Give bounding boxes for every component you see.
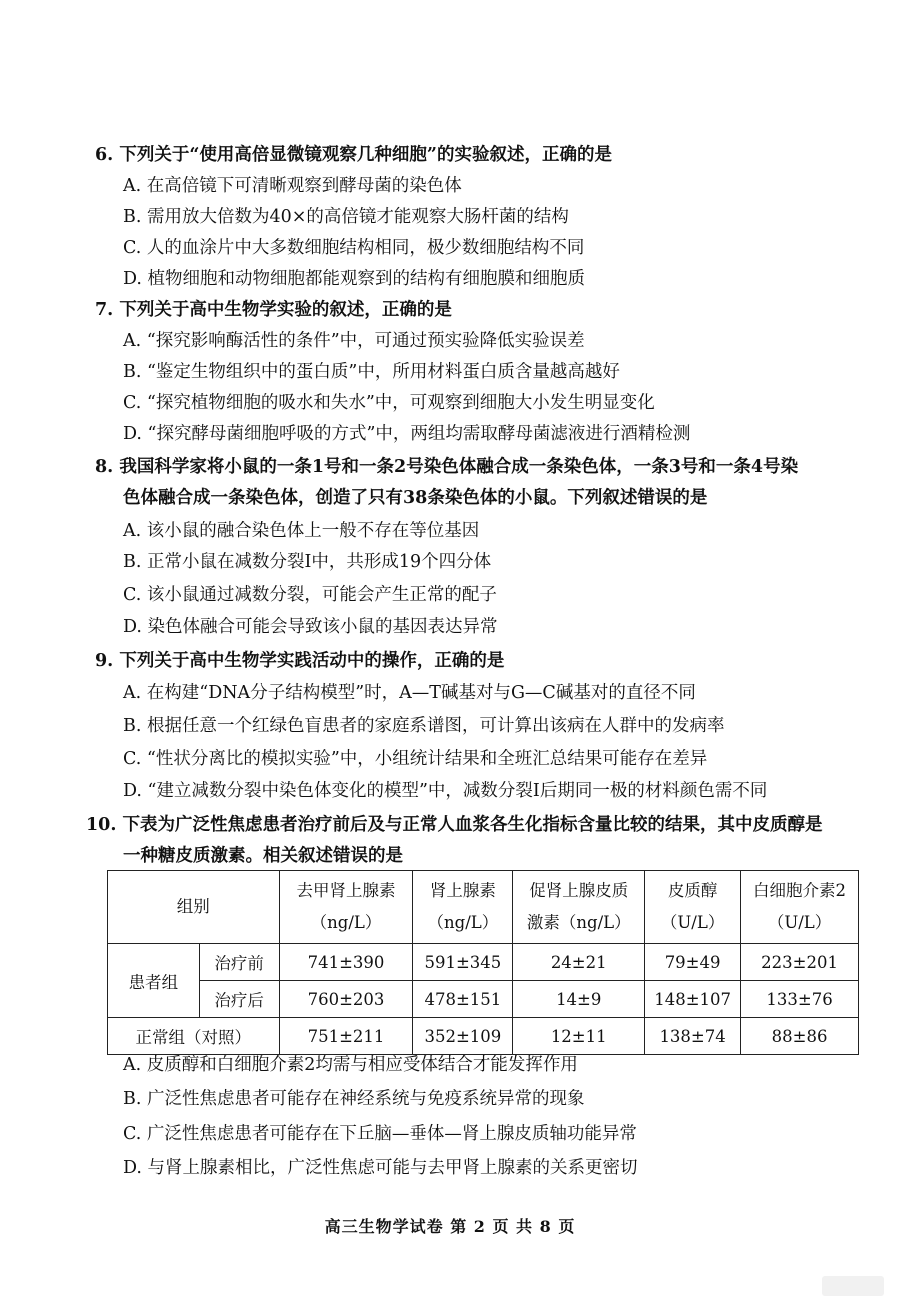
question-7-option-c: C. “探究植物细胞的吸水和失水”中，可观察到细胞大小发生明显变化 bbox=[123, 393, 655, 413]
table-row bbox=[108, 944, 859, 981]
question-6-option-a: A. 在高倍镜下可清晰观察到酵母菌的染色体 bbox=[123, 176, 462, 196]
question-10-option-b: B. 广泛性焦虑患者可能存在神经系统与免疫系统异常的现象 bbox=[123, 1089, 585, 1109]
table-row bbox=[108, 981, 859, 1018]
table-cell: 751±211 bbox=[279, 1018, 413, 1055]
row-label: 正常组（对照） bbox=[108, 1018, 280, 1055]
table-cell: 14±9 bbox=[513, 981, 645, 1018]
table-header-row bbox=[108, 871, 859, 944]
table-cell: 223±201 bbox=[741, 944, 859, 981]
row-label: 治疗后 bbox=[199, 981, 279, 1018]
question-7-option-d: D. “探究酵母菌细胞呼吸的方式”中，两组均需取酵母菌滤液进行酒精检测 bbox=[123, 424, 691, 444]
question-8-stem-line2: 色体融合成一条染色体，创造了只有38条染色体的小鼠。下列叙述错误的是 bbox=[123, 488, 708, 508]
group-header: 组别 bbox=[108, 871, 280, 944]
question-10-stem-line2: 一种糖皮质激素。相关叙述错误的是 bbox=[123, 846, 403, 866]
question-10-option-c: C. 广泛性焦虑患者可能存在下丘脑—垂体—肾上腺皮质轴功能异常 bbox=[123, 1124, 637, 1144]
question-10-stem-line1: 10. 下表为广泛性焦虑患者治疗前后及与正常人血浆各生化指标含量比较的结果，其中皮质醇是 bbox=[86, 815, 823, 835]
question-8-option-d: D. 染色体融合可能会导致该小鼠的基因表达异常 bbox=[123, 617, 498, 637]
question-6-option-c: C. 人的血涂片中大多数细胞结构相同，极少数细胞结构不同 bbox=[123, 238, 585, 258]
question-9-stem: 9. 下列关于高中生物学实践活动中的操作，正确的是 bbox=[95, 651, 505, 671]
question-10-option-d: D. 与肾上腺素相比，广泛性焦虑可能与去甲肾上腺素的关系更密切 bbox=[123, 1158, 638, 1178]
column-header: 皮质醇 （U/L） bbox=[645, 871, 741, 944]
question-9-option-b: B. 根据任意一个红绿色盲患者的家庭系谱图，可计算出该病在人群中的发病率 bbox=[123, 716, 725, 736]
table-cell: 741±390 bbox=[279, 944, 413, 981]
question-9-option-a: A. 在构建“DNA分子结构模型”时，A—T碱基对与G—C碱基对的直径不同 bbox=[123, 683, 696, 703]
table-cell: 12±11 bbox=[513, 1018, 645, 1055]
question-7-option-a: A. “探究影响酶活性的条件”中，可通过预实验降低实验误差 bbox=[123, 331, 585, 351]
table-cell: 24±21 bbox=[513, 944, 645, 981]
patient-group-label: 患者组 bbox=[108, 944, 200, 1018]
question-8-option-a: A. 该小鼠的融合染色体上一般不存在等位基因 bbox=[123, 521, 480, 541]
table-cell: 478±151 bbox=[413, 981, 513, 1018]
page-footer: 高三生物学试卷 第 2 页 共 8 页 bbox=[324, 1217, 576, 1236]
watermark bbox=[822, 1276, 884, 1296]
question-6-option-d: D. 植物细胞和动物细胞都能观察到的结构有细胞膜和细胞质 bbox=[123, 269, 586, 289]
question-9-option-d: D. “建立减数分裂中染色体变化的模型”中，减数分裂Ⅰ后期同一极的材料颜色需不同 bbox=[123, 781, 768, 801]
table-row bbox=[108, 1018, 859, 1055]
table-cell: 88±86 bbox=[741, 1018, 859, 1055]
question-7-stem: 7. 下列关于高中生物学实验的叙述，正确的是 bbox=[95, 300, 452, 320]
table-cell: 352±109 bbox=[413, 1018, 513, 1055]
question-10-option-a: A. 皮质醇和白细胞介素2均需与相应受体结合才能发挥作用 bbox=[123, 1055, 578, 1075]
question-7-option-b: B. “鉴定生物组织中的蛋白质”中，所用材料蛋白质含量越高越好 bbox=[123, 362, 620, 382]
row-label: 治疗前 bbox=[199, 944, 279, 981]
question-8-option-b: B. 正常小鼠在减数分裂Ⅰ中，共形成19个四分体 bbox=[123, 552, 492, 572]
table-cell: 591±345 bbox=[413, 944, 513, 981]
question-6-option-b: B. 需用放大倍数为40×的高倍镜才能观察大肠杆菌的结构 bbox=[123, 207, 569, 227]
question-9-option-c: C. “性状分离比的模拟实验”中，小组统计结果和全班汇总结果可能存在差异 bbox=[123, 749, 708, 769]
table-cell: 138±74 bbox=[645, 1018, 741, 1055]
question-6-stem: 6. 下列关于“使用高倍显微镜观察几种细胞”的实验叙述，正确的是 bbox=[95, 145, 612, 165]
question-8-option-c: C. 该小鼠通过减数分裂，可能会产生正常的配子 bbox=[123, 585, 497, 605]
column-header: 去甲肾上腺素 （ng/L） bbox=[279, 871, 413, 944]
column-header: 白细胞介素2 （U/L） bbox=[741, 871, 859, 944]
column-header: 肾上腺素 （ng/L） bbox=[413, 871, 513, 944]
table-cell: 79±49 bbox=[645, 944, 741, 981]
table-cell: 133±76 bbox=[741, 981, 859, 1018]
table-cell: 148±107 bbox=[645, 981, 741, 1018]
table-cell: 760±203 bbox=[279, 981, 413, 1018]
question-8-stem-line1: 8. 我国科学家将小鼠的一条1号和一条2号染色体融合成一条染色体，一条3号和一条4号染 bbox=[95, 457, 799, 477]
biochemical-indicators-table bbox=[107, 870, 859, 1055]
column-header: 促肾上腺皮质 激素（ng/L） bbox=[513, 871, 645, 944]
